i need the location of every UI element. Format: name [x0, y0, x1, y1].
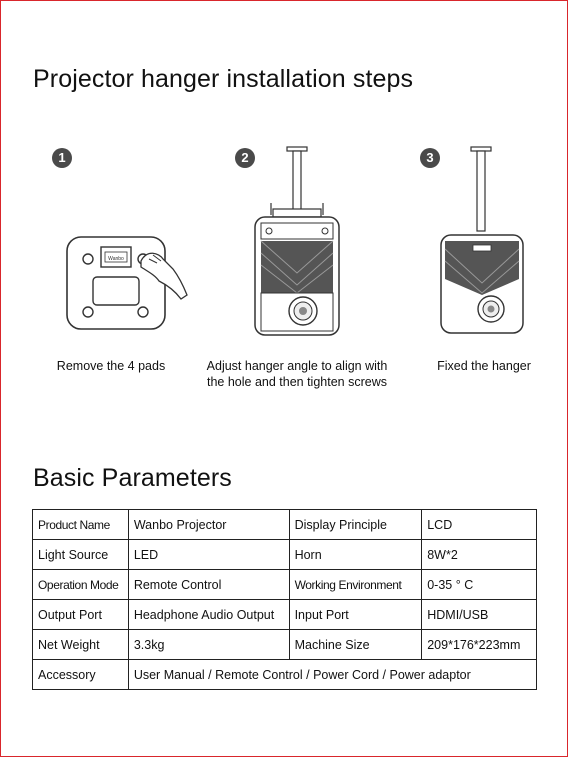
projector-bottom-pads-illustration: [63, 229, 193, 335]
param-value: LED: [128, 540, 289, 570]
fixed-hanger-illustration: [435, 143, 529, 339]
installation-title: Projector hanger installation steps: [33, 65, 414, 93]
param-label: Light Source: [33, 540, 129, 570]
step-2-caption-line2: the hole and then tighten screws: [207, 375, 387, 389]
step-3-caption: Fixed the hanger: [437, 359, 531, 373]
table-row: [33, 630, 537, 660]
param-value: Remote Control: [128, 570, 289, 600]
param-value: 209*176*223mm: [422, 630, 537, 660]
step-3-badge: 3: [420, 148, 440, 168]
step-2-caption: [189, 358, 405, 390]
param-value: 0-35 ° C: [422, 570, 537, 600]
param-value: LCD: [422, 510, 537, 540]
param-label: Product Name: [33, 510, 129, 540]
param-label: Accessory: [33, 660, 129, 690]
param-value: Headphone Audio Output: [128, 600, 289, 630]
parameters-table: [32, 509, 537, 690]
table-row: [33, 540, 537, 570]
param-label: Machine Size: [289, 630, 422, 660]
step-2-caption-line1: Adjust hanger angle to align with: [206, 359, 388, 373]
table-row: [33, 510, 537, 540]
param-label: Display Principle: [289, 510, 422, 540]
param-value: 3.3kg: [128, 630, 289, 660]
step-2-badge: 2: [235, 148, 255, 168]
param-value: HDMI/USB: [422, 600, 537, 630]
param-label: Input Port: [289, 600, 422, 630]
param-label: Horn: [289, 540, 422, 570]
param-label: Operation Mode: [33, 570, 129, 600]
table-row: [33, 570, 537, 600]
param-value: User Manual / Remote Control / Power Cord / Power adaptor: [128, 660, 536, 690]
step-1-badge: 1: [52, 148, 72, 168]
param-label: Working Environment: [289, 570, 422, 600]
param-value: 8W*2: [422, 540, 537, 570]
param-label: Output Port: [33, 600, 129, 630]
table-row: [33, 600, 537, 630]
table-row: [33, 660, 537, 690]
param-value: Wanbo Projector: [128, 510, 289, 540]
hanger-alignment-illustration: [247, 143, 347, 343]
parameters-title: Basic Parameters: [33, 464, 232, 492]
svg-text:Wanbo: Wanbo: [108, 256, 124, 262]
param-label: Net Weight: [33, 630, 129, 660]
step-1-caption: Remove the 4 pads: [56, 359, 166, 373]
